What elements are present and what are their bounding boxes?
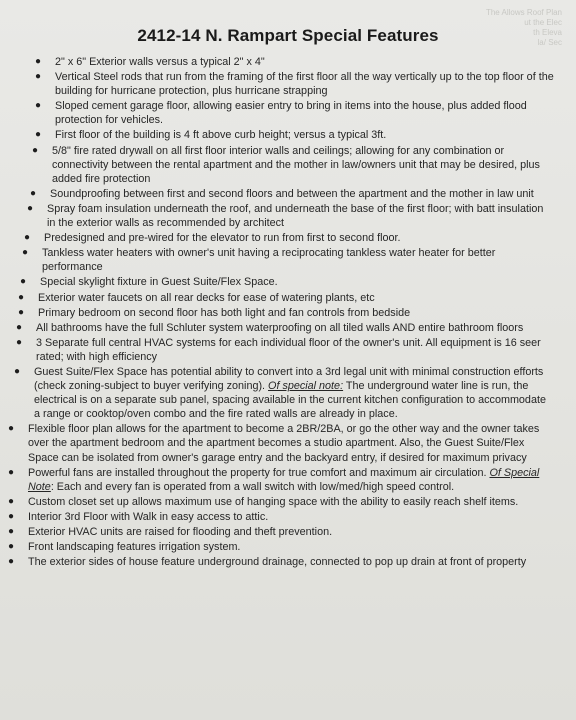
feature-text-part: Guest Suite/Flex Space has potential ability to convert into a 3rd legal unit with minimal construction efforts (check zoning-subject to buyer verifying zoning). (34, 365, 544, 393)
bullet-icon: ● (8, 510, 15, 522)
feature-text: Soundproofing between first and second floors and between the apartment and the mother in law unit (50, 187, 534, 200)
feature-text: Front landscaping features irrigation system. (28, 541, 241, 554)
feature-text: 3 Separate full central HVAC systems for each individual floor of the owner's unit. All equipment is 16 seer rated; with high efficiency (36, 336, 541, 363)
bullet-icon: ● (35, 129, 42, 141)
bullet-icon: ● (18, 291, 25, 303)
feature-text (28, 466, 558, 494)
feature-text: Exterior HVAC units are raised for flooding and theft prevention. (28, 526, 333, 538)
feature-text: Primary bedroom on second floor has both light and fan controls from bedside (38, 306, 411, 319)
feature-text: The exterior sides of house feature underground drainage, connected to pop up drain at front of property (28, 556, 527, 569)
feature-item (0, 246, 576, 274)
bullet-icon: ● (8, 556, 15, 568)
feature-item (0, 321, 576, 335)
feature-item (0, 466, 576, 494)
feature-item (0, 275, 576, 289)
feature-text: Custom closet set up allows maximum use of hanging space with the ability to easily reach shelf items. (28, 495, 519, 508)
feature-text (34, 365, 552, 421)
feature-item (0, 555, 576, 569)
feature-text: Vertical Steel rods that run from the framing of the first floor all the way vertically up to the top floor of the building for hurricane protection, plus hurricane strapping (55, 71, 554, 98)
bullet-icon: ● (35, 100, 42, 112)
feature-item (0, 144, 576, 186)
special-note-label: Of Special Note (28, 466, 540, 493)
feature-item (0, 495, 576, 509)
bullet-icon: ● (35, 71, 42, 83)
bullet-icon: ● (35, 56, 42, 67)
feature-item (0, 540, 576, 554)
bleed-line: la/ Sec (537, 38, 562, 47)
feature-text: Sloped cement garage floor, allowing easier entry to bring in items into the house, plus added flood protection for vehicles. (55, 100, 527, 127)
feature-item (0, 128, 576, 142)
feature-item (0, 70, 576, 98)
bullet-icon: ● (32, 144, 39, 156)
bullet-icon: ● (22, 247, 29, 259)
feature-text-part: : Each and every fan is operated from a wall switch with low/med/high speed control. (50, 480, 455, 493)
feature-text-part: The underground water line is run, the electrical is on a separate sub panel, spacing available in the current kitchen configuration to accommodate a range or cooktop/oven combo and the fire rated walls are already in place. (34, 380, 546, 421)
bullet-icon: ● (27, 202, 34, 214)
feature-text: Interior 3rd Floor with Walk in easy access to attic. (28, 510, 269, 523)
bullet-icon: ● (30, 187, 37, 199)
feature-item (0, 99, 576, 127)
bullet-icon: ● (8, 541, 15, 553)
bullet-icon: ● (8, 423, 15, 435)
feature-item (0, 525, 576, 539)
feature-text: Tankless water heaters with owner's unit having a reciprocating tankless water heater for better performance (42, 247, 496, 274)
feature-text: 5/8" fire rated drywall on all first floor interior walls and ceilings; allowing for any combination or connectivity between the rental apartment and the mother in law/owners unit that may be desired, plus added fire protection (52, 144, 540, 185)
feature-text: All bathrooms have the full Schluter system waterproofing on all tiled walls AND entire bathroom floors (36, 321, 524, 334)
feature-item (0, 306, 576, 320)
feature-item (0, 336, 576, 364)
bullet-icon: ● (24, 232, 31, 244)
feature-item (0, 187, 576, 201)
special-note-label: Of special note: (268, 380, 344, 393)
features-list (0, 55, 576, 569)
feature-item (0, 55, 576, 69)
bullet-icon: ● (14, 365, 21, 377)
bullet-icon: ● (18, 306, 25, 318)
bullet-icon: ● (8, 495, 15, 507)
feature-item (0, 510, 576, 524)
feature-item (0, 202, 576, 230)
feature-text: First floor of the building is 4 ft above curb height; versus a typical 3ft. (55, 129, 387, 142)
feature-item (0, 291, 576, 305)
bleed-line: ut the Elec (524, 18, 562, 27)
feature-text: Special skylight fixture in Guest Suite/Flex Space. (40, 276, 278, 289)
bullet-icon: ● (8, 526, 15, 537)
bleed-line: The Allows Roof Plan (485, 8, 562, 17)
feature-text-part: Powerful fans are installed throughout the property for true comfort and maximum air circulation. (28, 466, 490, 479)
bullet-icon: ● (8, 466, 15, 478)
bullet-icon: ● (16, 336, 23, 348)
bullet-icon: ● (16, 321, 23, 333)
bleed-line: th Eleva (533, 28, 562, 37)
bullet-icon: ● (20, 276, 27, 288)
feature-item (0, 422, 576, 464)
feature-text: 2" x 6" Exterior walls versus a typical 2" x 4" (55, 56, 265, 68)
feature-text: Exterior water faucets on all rear decks for ease of watering plants, etc (38, 291, 375, 304)
feature-text: Flexible floor plan allows for the apartment to become a 2BR/2BA, or go the other way and the owner takes over the apartment bedroom and the apartment becomes a studio apartment. Also, the Guest Suite/Flex Space can be isolated from owner's garage entry and the backyard entry, if desired for maximum privacy (28, 423, 540, 464)
feature-item (0, 231, 576, 245)
page-title: 2412-14 N. Rampart Special Features (137, 26, 439, 45)
feature-item (0, 365, 576, 421)
feature-text: Predesigned and pre-wired for the elevator to run from first to second floor. (44, 232, 401, 245)
feature-text: Spray foam insulation underneath the roof, and underneath the base of the first floor; with batt insulation in the exterior walls as recommended by architect (47, 202, 544, 230)
